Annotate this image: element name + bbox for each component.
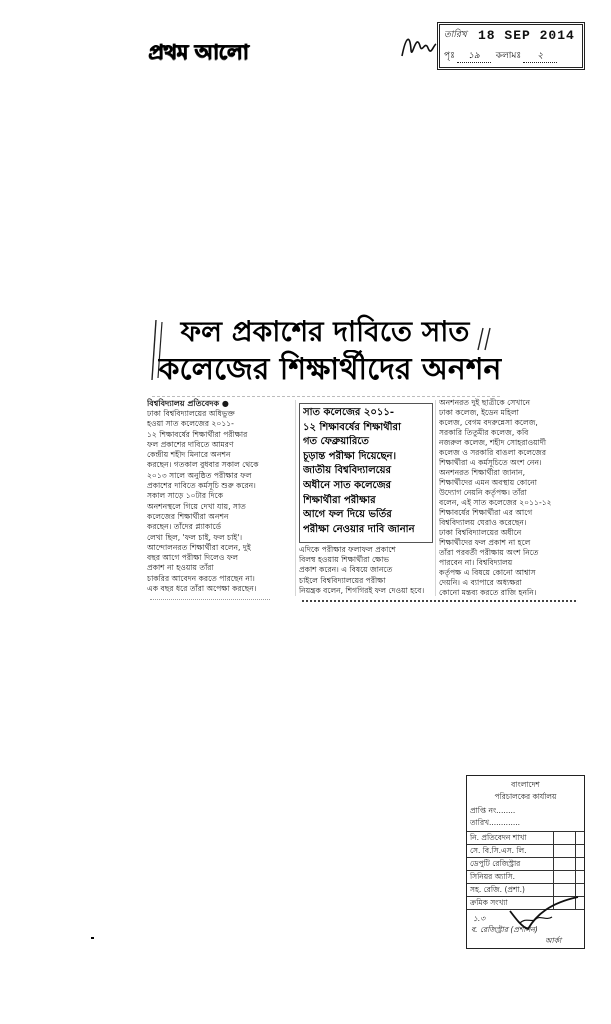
text-line: করছেন। গতকাল বুধবার সকাল থেকে <box>147 460 259 470</box>
text-line: হওয়া সাত কলেজের ২০১১- <box>147 419 234 429</box>
text-line: প্রকাশের দাবিতে কর্মসূচি শুরু করেন। <box>147 481 256 491</box>
text-line: নজরুল কলেজ, শহীদ সোহরাওয়ার্দী <box>439 438 547 447</box>
form-row: সহ. রেজি. (প্রশা.) <box>467 883 584 896</box>
pull-quote-line: আগে ফল দিয়ে ভর্তির <box>303 509 392 521</box>
text-line: বিলম্ব হওয়ায় শিক্ষার্থীরা ক্ষোভ <box>299 555 390 565</box>
article-column-middle <box>299 545 433 596</box>
text-line: উদ্যোগ নেয়নি কর্তৃপক্ষ। তাঁরা <box>439 488 527 497</box>
form-sub-note: ব. রেজিস্ট্রার (প্রশাসন) <box>471 925 538 934</box>
pull-quote-line: চূড়ান্ত পরীক্ষা দিয়েছেন। <box>303 450 397 462</box>
stamp-date-label: তারিখ <box>444 30 467 40</box>
article-end-rule <box>150 599 270 600</box>
column-divider <box>435 400 436 596</box>
stamp-column-label: কলামঃ <box>495 51 522 61</box>
text-line: শিক্ষার্থীদের এমন অবস্থায় কোনো <box>439 478 537 487</box>
form-row: নি. প্রতিবেদন শাখা <box>467 831 584 844</box>
text-line: বিশ্ববিদ্যালয় ঘেরাও করেছেন। <box>439 518 527 527</box>
article-column-left <box>147 398 293 594</box>
text-line: কলেজ ও সরকারি বাঙলা কলেজের <box>439 448 547 457</box>
form-row: ক্রমিক সংখ্যা <box>467 896 584 910</box>
form-row: সে. বি.সি.এস. লি. <box>467 844 584 857</box>
headline-line-1: ফল প্রকাশের দাবিতে সাত <box>180 315 470 348</box>
text-line: অনশনরত শিক্ষার্থীরা জানান, <box>439 468 526 477</box>
stamp-page-label: পৃঃ <box>444 51 455 61</box>
pull-quote-line: পরীক্ষা নেওয়ার দাবি জানান <box>303 523 415 535</box>
byline: বিশ্ববিদ্যালয় প্রতিবেদক ● <box>147 399 229 408</box>
form-row: সিনিয়র অ্যাসি. <box>467 870 584 883</box>
text-line: চাকরির আবেদন করতে পারছেন না। <box>147 573 255 583</box>
form-row: ডেপুটি রেজিস্ট্রার <box>467 857 584 870</box>
text-line: লেখা ছিল, 'ফল চাই, ফল চাই'। <box>147 532 243 542</box>
text-line: শিক্ষার্থীদের ফল প্রকাশ না হলে <box>439 538 531 547</box>
pull-quote <box>299 403 433 543</box>
headline-line-2: কলেজের শিক্ষার্থীদের অনশন <box>158 352 502 387</box>
text-line: কেন্দ্রীয় শহীদ মিনারে অনশন <box>147 450 231 460</box>
text-line: সকাল সাড়ে ১০টার দিকে <box>147 491 224 501</box>
text-line: এক বছর ধরে তাঁরা অপেক্ষা করছেন। <box>147 584 257 594</box>
form-receipt-number: প্রাপ্তি নং........ <box>470 806 516 815</box>
text-line: সরকারি তিতুমীর কলেজ, কবি <box>439 428 529 437</box>
form-note: ১.৩ <box>473 914 486 923</box>
text-line: ২০১৩ সালে অনুষ্ঠিত পরীক্ষার ফল <box>147 470 252 480</box>
text-line: ১২ শিক্ষাবর্ষের শিক্ষার্থীরা পরীক্ষার <box>147 429 248 439</box>
clipping-date-stamp <box>437 22 585 70</box>
pull-quote-line: শিক্ষার্থীরা পরীক্ষার <box>303 494 376 506</box>
pull-quote-line: সাত কলেজের ২০১১- <box>303 407 395 418</box>
pull-quote-line: গত ফেব্রুয়ারিতে <box>303 436 369 448</box>
text-line: প্রকাশ করেন। এ বিষয়ে জানতে <box>299 565 393 575</box>
pull-quote-line: জাতীয় বিশ্ববিদ্যালয়ের <box>303 465 392 477</box>
article-column-right <box>439 398 578 598</box>
text-line: শিক্ষার্থীরা এ কর্মসূচিতে অংশ নেন। <box>439 458 542 467</box>
text-line: এদিকে পরীক্ষার ফলাফল প্রকাশে <box>299 545 396 554</box>
text-line: বলেন, এই সাত কলেজের ২০১১-১২ <box>439 498 552 507</box>
column-divider <box>295 400 296 596</box>
form-subtitle: পরিচালকের কার্যালয় <box>494 792 557 801</box>
text-line: দেয়নি। এ ব্যাপারে অধ্যক্ষরা <box>439 578 522 587</box>
stamp-date: 18 SEP 2014 <box>478 28 575 43</box>
stamp-page-value: ১৯ <box>457 50 491 63</box>
stamp-page-column-row <box>444 50 578 63</box>
headline-rule <box>152 396 500 397</box>
form-date: তারিখ............. <box>470 818 520 827</box>
text-line: কোনো মন্তব্য করতে রাজি হননি। <box>439 588 537 597</box>
text-line: তাঁরা পরবর্তী পরীক্ষায় অংশ নিতে <box>439 548 539 557</box>
text-line: ঢাকা বিশ্ববিদ্যালয়ের অধীনে <box>439 528 522 537</box>
column-left-text <box>147 409 293 594</box>
text-line: প্রকাশ না হওয়ায় তাঁরা <box>147 563 214 573</box>
scan-speck <box>91 937 94 939</box>
text-line: কর্তৃপক্ষ এ বিষয়ে কোনো আশ্বাস <box>439 568 536 577</box>
text-line: কলেজের শিক্ষার্থীরা অনশন <box>147 511 229 521</box>
text-line: অনশনরত দুই ছাত্রীকে সেখানে <box>439 398 530 407</box>
stamp-column-value: ২ <box>523 50 557 63</box>
text-line: ঢাকা কলেজ, ইডেন মহিলা <box>439 408 519 417</box>
initials-scribble <box>398 26 438 68</box>
pull-quote-line: ১২ শিক্ষাবর্ষের শিক্ষার্থীরা <box>303 421 401 433</box>
text-line: অনশনস্থলে গিয়ে দেখা যায়, সাত <box>147 501 246 511</box>
form-title: বাংলাদেশ <box>511 780 540 789</box>
text-line: করছেন। তাঁদের প্ল্যাকার্ডে <box>147 522 222 532</box>
newspaper-masthead: প্রথম আলো <box>148 39 248 64</box>
text-line: ফল প্রকাশের দাবিতে আমরণ <box>147 439 234 449</box>
text-line: পারবেন না। বিশ্ববিদ্যালয় <box>439 558 513 567</box>
text-line: আন্দোলনরত শিক্ষার্থীরা বলেন, দুই <box>147 542 251 552</box>
pull-quote-line: অধীনে সাত কলেজের <box>303 479 392 491</box>
signature-checkmark <box>506 893 582 935</box>
article-end-rule <box>302 600 576 602</box>
text-line: শিক্ষাবর্ষের শিক্ষার্থীরা এর আগে <box>439 508 533 517</box>
text-line: কলেজ, বেগম বদরুন্নেসা কলেজ, <box>439 418 538 427</box>
text-line: নিয়ন্ত্রক বলেন, শিগগিরই ফল দেওয়া হবে। <box>299 585 425 595</box>
form-footer: আর্কা <box>545 936 562 945</box>
text-line: ঢাকা বিশ্ববিদ্যালয়ের অধিভুক্ত <box>147 409 235 418</box>
text-line: চাইলে বিশ্ববিদ্যালয়ের পরীক্ষা <box>299 575 386 585</box>
text-line: বছর আগে পরীক্ষা দিলেও ফল <box>147 553 239 563</box>
